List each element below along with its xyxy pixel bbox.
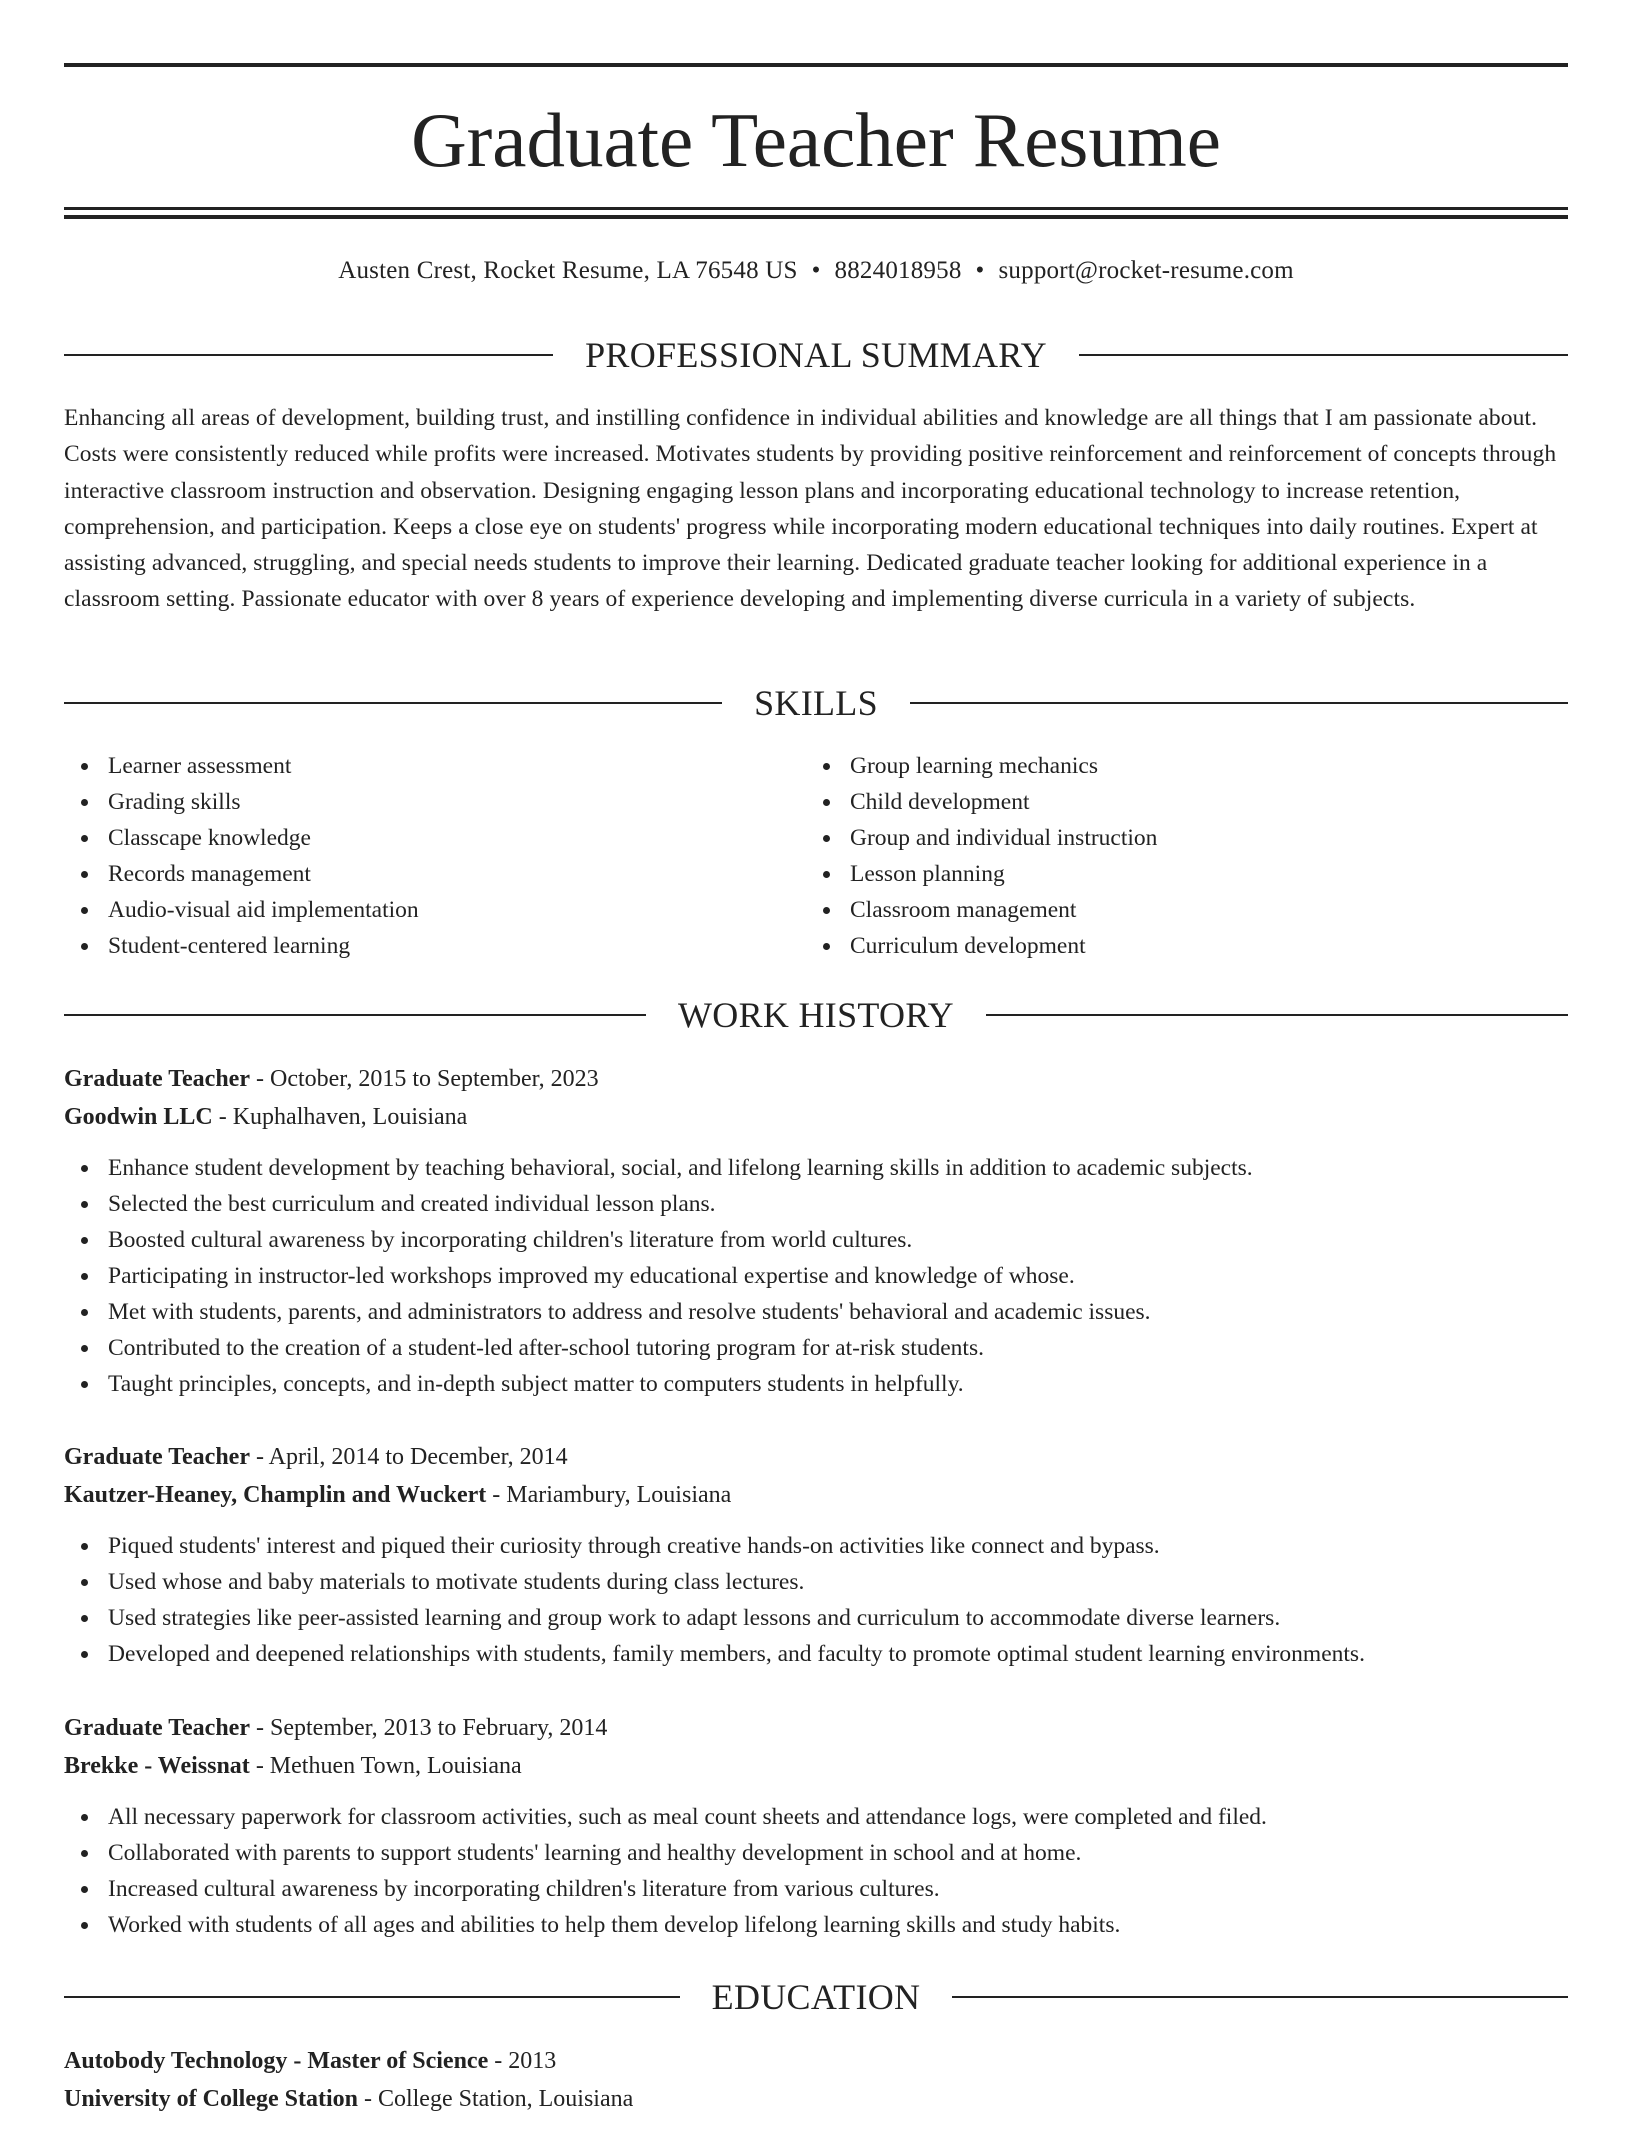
job-bullets xyxy=(64,1528,1568,1672)
section-header-skills xyxy=(64,681,1568,725)
contact-phone: 8824018958 xyxy=(834,257,962,284)
education-degree: Autobody Technology - Master of Science xyxy=(64,2048,489,2074)
job-company-line xyxy=(64,1476,1568,1514)
education-school: University of College Station xyxy=(64,2086,358,2112)
title-rule-upper xyxy=(64,207,1568,210)
job-bullet: Selected the best curriculum and created individual lesson plans. xyxy=(64,1186,1568,1222)
divider-line xyxy=(910,702,1568,704)
job-bullet: Collaborated with parents to support students' learning and healthy development in school and at home. xyxy=(64,1835,1568,1871)
job-company: Brekke - Weissnat xyxy=(64,1753,250,1779)
divider-line xyxy=(64,1014,646,1016)
job-title-line xyxy=(64,1438,1568,1476)
education-degree-line xyxy=(64,2042,1568,2080)
job-bullet: Used whose and baby materials to motivate students during class lectures. xyxy=(64,1564,1568,1600)
job-bullets xyxy=(64,1799,1568,1943)
contact-separator: • xyxy=(975,257,985,284)
job-location: - Methuen Town, Louisiana xyxy=(249,1753,522,1779)
job-bullet: Enhance student development by teaching behavioral, social, and lifelong learning skills in addition to academic subjects. xyxy=(64,1150,1568,1186)
contact-address: Austen Crest, Rocket Resume, LA 76548 US xyxy=(338,257,798,284)
job-bullet: Met with students, parents, and administrators to address and resolve students' behavioral and academic issues. xyxy=(64,1294,1568,1330)
skill-item: Records management xyxy=(64,856,764,892)
section-title: PROFESSIONAL SUMMARY xyxy=(585,335,1047,375)
job-location: - Kuphalhaven, Louisiana xyxy=(212,1104,468,1130)
job-title: Graduate Teacher xyxy=(64,1066,250,1092)
skill-item: Classroom management xyxy=(806,892,1506,928)
divider-line xyxy=(986,1014,1568,1016)
skill-item: Student-centered learning xyxy=(64,928,764,964)
skill-item: Group learning mechanics xyxy=(806,748,1506,784)
job-entry xyxy=(64,1060,1568,1402)
divider-line xyxy=(1079,354,1568,356)
skill-item: Learner assessment xyxy=(64,748,764,784)
contact-line xyxy=(64,254,1568,288)
education-location: - College Station, Louisiana xyxy=(357,2086,634,2112)
job-title: Graduate Teacher xyxy=(64,1444,250,1470)
job-bullet: Worked with students of all ages and abilities to help them develop lifelong learning skills and study habits. xyxy=(64,1907,1568,1943)
job-entry xyxy=(64,1438,1568,1672)
skill-item: Curriculum development xyxy=(806,928,1506,964)
job-bullets xyxy=(64,1150,1568,1402)
skill-item: Child development xyxy=(806,784,1506,820)
job-dates: - April, 2014 to December, 2014 xyxy=(250,1444,568,1470)
job-bullet: Taught principles, concepts, and in-depth subject matter to computers students in helpfully. xyxy=(64,1366,1568,1402)
job-title: Graduate Teacher xyxy=(64,1715,250,1741)
divider-line xyxy=(64,354,553,356)
top-rule xyxy=(64,63,1568,67)
section-header-work xyxy=(64,993,1568,1037)
skill-item: Grading skills xyxy=(64,784,764,820)
job-dates: - September, 2013 to February, 2014 xyxy=(250,1715,608,1741)
divider-line xyxy=(952,1996,1568,1998)
section-header-summary xyxy=(64,333,1568,377)
job-company-line xyxy=(64,1747,1568,1785)
skills-list-left xyxy=(64,748,764,964)
education-entry xyxy=(64,2042,1568,2132)
skill-item: Group and individual instruction xyxy=(806,820,1506,856)
education-year: - 2013 xyxy=(488,2048,557,2074)
job-title-line xyxy=(64,1709,1568,1747)
job-company: Goodwin LLC xyxy=(64,1104,213,1130)
job-bullet: All necessary paperwork for classroom activities, such as meal count sheets and attendance logs, were completed and filed. xyxy=(64,1799,1568,1835)
contact-email[interactable]: support@rocket-resume.com xyxy=(998,257,1294,284)
job-bullet: Developed and deepened relationships with students, family members, and faculty to promote optimal student learning environments. xyxy=(64,1636,1568,1672)
education-school-line xyxy=(64,2080,1568,2118)
section-title: SKILLS xyxy=(754,683,878,723)
resume-title: Graduate Teacher Resume xyxy=(411,97,1221,183)
job-company-line xyxy=(64,1098,1568,1136)
job-location: - Mariambury, Louisiana xyxy=(486,1482,732,1508)
section-title: WORK HISTORY xyxy=(678,995,954,1035)
skill-item: Classcape knowledge xyxy=(64,820,764,856)
job-bullet: Participating in instructor-led workshops improved my educational expertise and knowledge of whose. xyxy=(64,1258,1568,1294)
title-rule-lower xyxy=(64,215,1568,219)
skill-item: Audio-visual aid implementation xyxy=(64,892,764,928)
job-title-line xyxy=(64,1060,1568,1098)
divider-line xyxy=(64,1996,680,1998)
job-bullet: Piqued students' interest and piqued their curiosity through creative hands-on activities like connect and bypass. xyxy=(64,1528,1568,1564)
skill-item: Lesson planning xyxy=(806,856,1506,892)
job-dates: - October, 2015 to September, 2023 xyxy=(250,1066,599,1092)
job-bullet: Increased cultural awareness by incorporating children's literature from various cultures. xyxy=(64,1871,1568,1907)
job-entry xyxy=(64,1709,1568,1943)
divider-line xyxy=(64,702,722,704)
contact-separator: • xyxy=(811,257,821,284)
job-bullet: Used strategies like peer-assisted learning and group work to adapt lessons and curriculum to accommodate diverse learners. xyxy=(64,1600,1568,1636)
summary-paragraph: Enhancing all areas of development, building trust, and instilling confidence in individual abilities and knowledge are all things that I am passionate about. Costs were consistently reduced while profits were increased. Motivates students by providing positive reinforcement and reinforcement of concepts through interactive classroom instruction and observation. Designing engaging lesson plans and incorporating educational technology to increase retention, comprehension, and participation. Keeps a close eye on students' progress while incorporating modern educational techniques into daily routines. Expert at assisting advanced, struggling, and special needs students to improve their learning. Dedicated graduate teacher looking for additional experience in a classroom setting. Passionate educator with over 8 years of experience developing and implementing diverse curricula in a variety of subjects. xyxy=(64,405,1557,613)
job-bullet: Contributed to the creation of a student-led after-school tutoring program for at-risk students. xyxy=(64,1330,1568,1366)
skills-list-right xyxy=(806,748,1506,964)
section-title: EDUCATION xyxy=(711,1977,921,2017)
section-header-education xyxy=(64,1975,1568,2019)
job-company: Kautzer-Heaney, Champlin and Wuckert xyxy=(64,1482,487,1508)
job-bullet: Boosted cultural awareness by incorporating children's literature from world cultures. xyxy=(64,1222,1568,1258)
